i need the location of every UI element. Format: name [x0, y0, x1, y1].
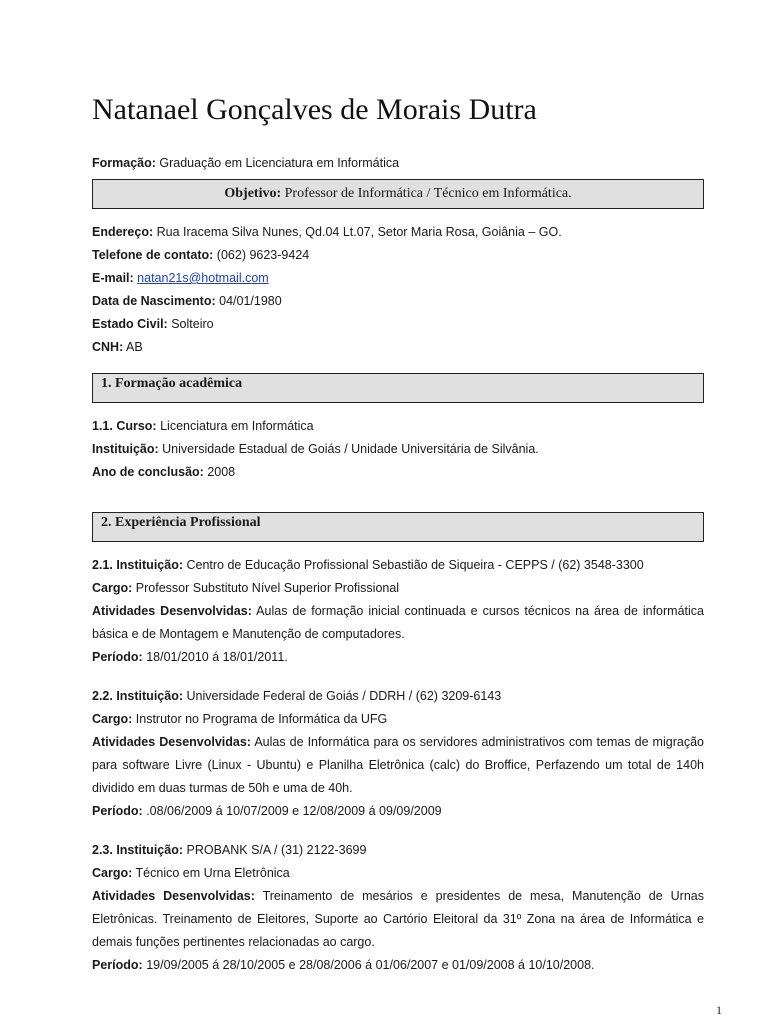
job-role-line [92, 577, 704, 600]
job-institution-label: 2.1. Instituição: [92, 558, 183, 572]
education-section-header: 1. Formação acadêmica [92, 373, 704, 403]
graduation-year-label: Ano de conclusão: [92, 465, 204, 479]
job-activities-line [92, 731, 704, 800]
institution-label: Instituição: [92, 442, 159, 456]
job-role-label: Cargo: [92, 712, 133, 726]
job-institution-line [92, 685, 704, 708]
job-activities-value: Aulas de Informática para os servidores administrativos com temas de migração para software Livre (Linux - Ubuntu) e Planilha Eletrônica (calc) do Broffice, Perfazendo um total de 140h dividido em duas turmas de 50h e uma de 40h. [92, 735, 704, 795]
address-line [92, 221, 704, 244]
job-period-value: .08/06/2009 á 10/07/2009 e 12/08/2009 á 09/09/2009 [146, 804, 442, 818]
job-role-line [92, 708, 704, 731]
job-institution-label: 2.2. Instituição: [92, 689, 183, 703]
objective-label: Objetivo: [224, 186, 282, 201]
birthdate-line [92, 290, 704, 313]
job-role-line [92, 862, 704, 885]
marital-status-value: Solteiro [171, 317, 214, 331]
graduation-year-value: 2008 [207, 465, 236, 479]
job-activities-value: Treinamento de mesários e presidentes de mesa, Manutenção de Urnas Eletrônicas. Treinamento de Eleitores, Suporte ao Cartório Eleitoral da 31º Zona na área de Informática e demais funções pertinentes relacionadas ao cargo. [92, 889, 704, 949]
birthdate-value: 04/01/1980 [219, 294, 282, 308]
email-label: E-mail: [92, 271, 134, 285]
job-activities-line [92, 885, 704, 954]
job-entry [92, 839, 704, 977]
cnh-value: AB [126, 340, 143, 354]
job-period-line [92, 646, 704, 669]
formacao-line [92, 152, 704, 175]
course-value: Licenciatura em Informática [160, 419, 314, 433]
job-period-line [92, 800, 704, 823]
job-institution-line [92, 839, 704, 862]
job-activities-label: Atividades Desenvolvidas: [92, 889, 255, 903]
job-period-label: Período: [92, 650, 143, 664]
formacao-value: Graduação em Licenciatura em Informática [159, 156, 400, 170]
job-activities-label: Atividades Desenvolvidas: [92, 604, 252, 618]
phone-label: Telefone de contato: [92, 248, 214, 262]
job-period-label: Período: [92, 958, 143, 972]
job-activities-label: Atividades Desenvolvidas: [92, 735, 251, 749]
candidate-name: Natanael Gonçalves de Morais Dutra [92, 93, 537, 126]
experience-section-header: 2. Experiência Profissional [92, 512, 704, 542]
cnh-label: CNH: [92, 340, 124, 354]
job-institution-value: Universidade Federal de Goiás / DDRH / (62) 3209-6143 [186, 689, 502, 703]
job-entry [92, 685, 704, 823]
job-period-label: Período: [92, 804, 143, 818]
objective-box [92, 179, 704, 209]
marital-status-label: Estado Civil: [92, 317, 168, 331]
phone-line [92, 244, 704, 267]
job-role-label: Cargo: [92, 866, 133, 880]
job-activities-line [92, 600, 704, 646]
job-role-label: Cargo: [92, 581, 133, 595]
address-value: Rua Iracema Silva Nunes, Qd.04 Lt.07, Setor Maria Rosa, Goiânia – GO. [156, 225, 562, 239]
address-label: Endereço: [92, 225, 154, 239]
course-label: 1.1. Curso: [92, 419, 157, 433]
cnh-line [92, 336, 704, 359]
course-line [92, 415, 704, 438]
marital-status-line [92, 313, 704, 336]
email-link[interactable]: natan21s@hotmail.com [137, 271, 269, 285]
job-role-value: Técnico em Urna Eletrônica [135, 866, 290, 880]
job-role-value: Instrutor no Programa de Informática da UFG [135, 712, 388, 726]
job-institution-line [92, 554, 704, 577]
page-number: 1 [716, 1003, 722, 1017]
job-role-value: Professor Substituto Nível Superior Profissional [135, 581, 400, 595]
resume-page [92, 88, 704, 977]
job-institution-value: Centro de Educação Profissional Sebastião de Siqueira - CEPPS / (62) 3548-3300 [186, 558, 644, 572]
job-institution-value: PROBANK S/A / (31) 2122-3699 [186, 843, 367, 857]
job-period-line [92, 954, 704, 977]
birthdate-label: Data de Nascimento: [92, 294, 216, 308]
graduation-year-line [92, 461, 704, 484]
job-period-value: 19/09/2005 á 28/10/2005 e 28/08/2006 á 01/06/2007 e 01/09/2008 á 10/10/2008. [146, 958, 595, 972]
email-line [92, 267, 704, 290]
objective-value: Professor de Informática / Técnico em Informática. [284, 186, 572, 201]
institution-value: Universidade Estadual de Goiás / Unidade Universitária de Silvânia. [162, 442, 539, 456]
job-activities-value: Aulas de formação inicial continuada e cursos técnicos na área de informática básica e de Montagem e Manutenção de computadores. [92, 604, 704, 641]
job-period-value: 18/01/2010 á 18/01/2011. [146, 650, 288, 664]
formacao-label: Formação: [92, 156, 156, 170]
job-institution-label: 2.3. Instituição: [92, 843, 183, 857]
institution-line [92, 438, 704, 461]
job-entry [92, 554, 704, 669]
phone-value: (062) 9623-9424 [216, 248, 310, 262]
